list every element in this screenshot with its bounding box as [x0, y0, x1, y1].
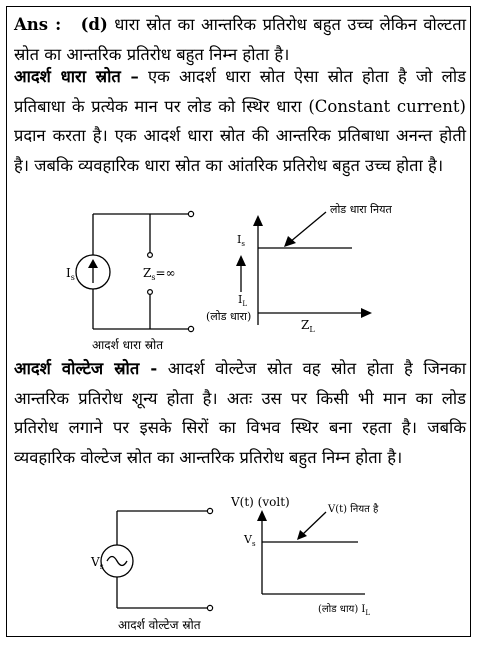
voltage-source-text: आदर्श वोल्टेज स्रोत वह स्रोत होता है जिनका आन्तरिक प्रतिरोध शून्य होता है। अतः उस पर किसी भी मान का लोड प्रतिरोध लगाने पर इसके सिरों का विभव स्थिर बना रहता है। जबकि व्यवहारिक वोल्टेज स्रोत का आन्तरिक प्रतिरोध बहुत निम्न होता है। — [14, 359, 466, 467]
answer-text: धारा स्रोत का आन्तरिक प्रतिरोध बहुत उच्च लेकिन वोल्टता स्रोत का आन्तरिक प्रतिरोध बहुत निम्न होता है। — [14, 15, 466, 64]
current-source-heading: आदर्श धारा स्रोत – — [14, 67, 139, 86]
voltage-source-label: $V_s$ — [91, 555, 104, 571]
answer-option: (d) — [80, 15, 108, 34]
graph-il-axis-label: (लोड धाय) $I_L$ — [318, 604, 371, 617]
answer-paragraph — [14, 10, 466, 69]
current-source-paragraph — [14, 62, 466, 180]
graph-is-label: $I_s$ — [237, 233, 245, 248]
current-source-caption: आदर्श धारा स्रोत — [92, 338, 164, 352]
voltage-source-caption: आदर्श वोल्टेज स्रोत — [118, 618, 201, 632]
graph-il-note: (लोड धारा) — [206, 310, 252, 323]
current-source-text: एक आदर्श धारा स्रोत ऐसा स्रोत होता है जो लोड प्रतिबाधा के प्रत्येक मान पर लोड को स्थिर धारा (Constant current) प्रदान करता है। एक आदर्श धारा स्रोत की आन्तरिक प्रतिबाधा अनन्त होती है। जबकि व्यवहारिक धारा स्रोत का आंतरिक प्रतिरोध बहुत उच्च होता है। — [14, 67, 466, 175]
graph-zl-label: $Z_L$ — [301, 318, 315, 334]
voltage-source-heading: आदर्श वोल्टेज स्रोत - — [14, 359, 158, 378]
graph-vt-axis-label: V(t) (volt) — [231, 495, 290, 509]
current-source-label: $I_s$ — [66, 266, 75, 282]
graph-il-label: $I_L$ — [238, 293, 248, 308]
internal-impedance-label: $Z_s=\infty$ — [143, 266, 176, 282]
graph-vt-annotation: V(t) नियत है — [328, 504, 379, 515]
answer-label: Ans : — [14, 15, 62, 34]
graph-annotation: लोड धारा नियत — [330, 203, 392, 216]
graph-vs-label: $V_s$ — [244, 533, 256, 548]
voltage-source-paragraph — [14, 354, 466, 472]
